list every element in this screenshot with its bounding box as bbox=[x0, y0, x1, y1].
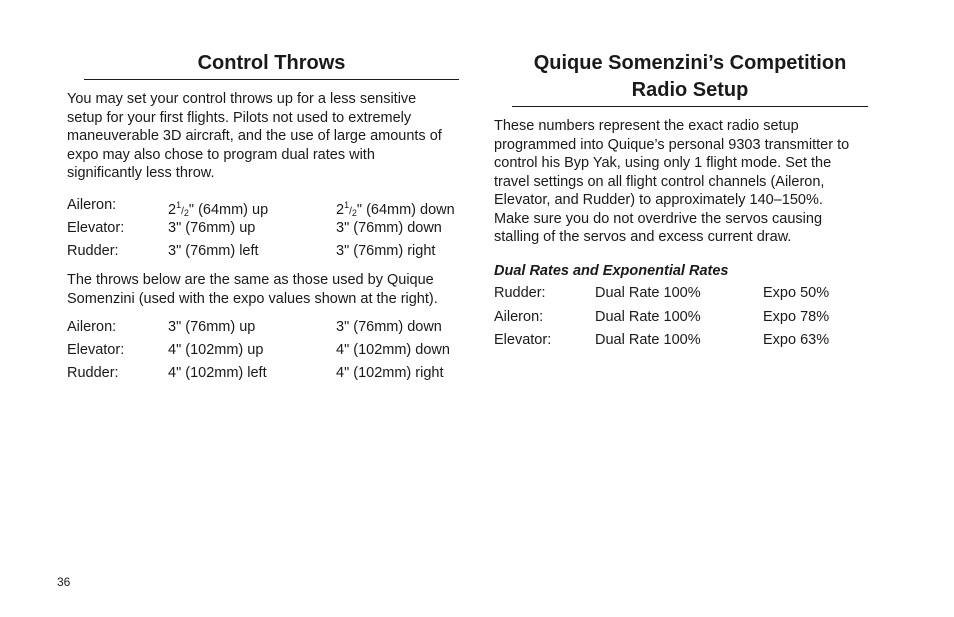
heading-rule bbox=[512, 106, 868, 107]
throw-down: 3" (76mm) down bbox=[336, 319, 442, 335]
surface-label: Rudder: bbox=[494, 285, 546, 301]
surface-label: Elevator: bbox=[67, 342, 125, 358]
surface-label: Elevator: bbox=[67, 220, 125, 236]
throw-up: $2^1/_2$" (64mm) up bbox=[168, 200, 269, 218]
rates-subheading: Dual Rates and Exponential Rates bbox=[494, 263, 729, 279]
throw-right: 3" (76mm) right bbox=[336, 243, 436, 259]
control-throws-intro: You may set your control throws up for a less sensitive setup for your first flights. Pilots not used to extremely maneuverable 3D aircraft, and the use of large amounts of expo may also chose to program dual rates with significantly less throw. bbox=[67, 91, 442, 181]
throw-down: 4" (102mm) down bbox=[336, 342, 450, 358]
dual-rate-value: Dual Rate 100% bbox=[595, 309, 701, 325]
expo-value: Expo 78% bbox=[763, 309, 830, 325]
surface-label: Elevator: bbox=[494, 332, 552, 348]
heading-rule bbox=[84, 79, 459, 80]
throw-up: 3" (76mm) up bbox=[168, 220, 256, 236]
throw-left: 4" (102mm) left bbox=[168, 365, 267, 381]
radio-setup-heading-line2: Radio Setup bbox=[631, 79, 749, 101]
throw-down: 3" (76mm) down bbox=[336, 220, 442, 236]
surface-label: Rudder: bbox=[67, 243, 119, 259]
throw-down: $2^1/_2$" (64mm) down bbox=[336, 200, 455, 218]
throw-right: 4" (102mm) right bbox=[336, 365, 444, 381]
dual-rate-value: Dual Rate 100% bbox=[595, 332, 701, 348]
radio-setup-heading-line1: Quique Somenzini’s Competition bbox=[533, 52, 847, 74]
expo-value: Expo 63% bbox=[763, 332, 830, 348]
expo-value: Expo 50% bbox=[763, 285, 830, 301]
radio-setup-intro: These numbers represent the exact radio setup programmed into Quique’s personal 9303 transmitter to control his Byp Yak, using only 1 flight mode. Set the travel settings on all flight control channels (Aileron, Elevator, and Rudder) to approximately 140–150%. Make sure you do not overdrive the servos causing stalling of the servos and excess current draw. bbox=[494, 118, 850, 245]
page-number: 36 bbox=[57, 575, 71, 589]
surface-label: Aileron: bbox=[67, 319, 117, 335]
throw-left: 3" (76mm) left bbox=[168, 243, 259, 259]
control-throws-heading: Control Throws bbox=[197, 52, 346, 74]
surface-label: Aileron: bbox=[67, 197, 117, 213]
somenzini-note: The throws below are the same as those used by Quique Somenzini (used with the expo values shown at the right). bbox=[67, 272, 438, 307]
throw-up: 4" (102mm) up bbox=[168, 342, 264, 358]
surface-label: Aileron: bbox=[494, 309, 544, 325]
surface-label: Rudder: bbox=[67, 365, 119, 381]
dual-rate-value: Dual Rate 100% bbox=[595, 285, 701, 301]
throw-up: 3" (76mm) up bbox=[168, 319, 256, 335]
